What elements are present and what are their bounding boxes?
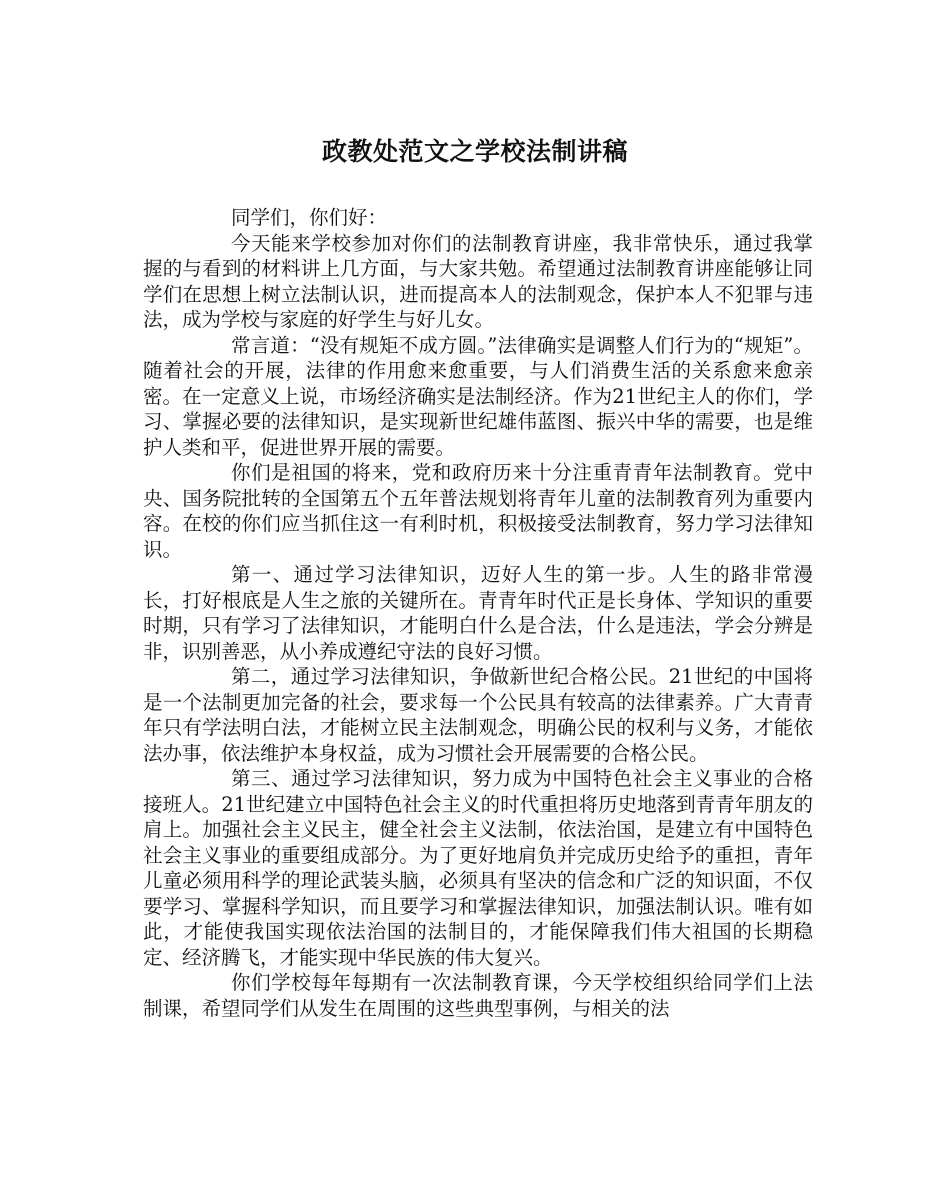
paragraph: 你们学校每年每期有一次法制教育课，今天学校组织给同学们上法制课，希望同学们从发生在周围的这些典型事例，与相关的法 — [143, 971, 813, 1020]
document-title: 政教处范文之学校法制讲稿 — [321, 137, 628, 166]
paragraph-greeting: 同学们，你们好： — [231, 206, 388, 229]
paragraph: 第一、通过学习法律知识，迈好人生的第一步。人生的路非常漫长，打好根底是人生之旅的关键所在。青青年时代正是长身体、学知识的重要时期，只有学习了法律知识，才能明白什么是合法，什么是违法，学会分辨是非，识别善恶，从小养成遵纪守法的良好习惯。 — [143, 563, 813, 663]
paragraph: 第三、通过学习法律知识，努力成为中国特色社会主义事业的合格接班人。21世纪建立中国特色社会主义的时代重担将历史地落到青青年朋友的肩上。加强社会主义民主，健全社会主义法制，依法治国，是建立有中国特色社会主义事业的重要组成部分。为了更好地肩负并完成历史给予的重担，青年儿童必须用科学的理论武装头脑，必须具有坚决的信念和广泛的知识面，不仅要学习、掌握科学知识，而且要学习和掌握法律知识，加强法制认识。唯有如此，才能使我国实现依法治国的法制目的，才能保障我们伟大祖国的长期稳定、经济腾飞，才能实现中华民族的伟大复兴。 — [143, 767, 813, 969]
paragraph: 常言道：“没有规矩不成方圆。”法律确实是调整人们行为的“规矩”。随着社会的开展，法律的作用愈来愈重要，与人们消费生活的关系愈来愈亲密。在一定意义上说，市场经济确实是法制经济。作为21世纪主人的你们，学习、掌握必要的法律知识，是实现新世纪雄伟蓝图、振兴中华的需要，也是维护人类和平，促进世界开展的需要。 — [143, 333, 813, 459]
document-body — [143, 205, 813, 1021]
paragraph: 第二，通过学习法律知识，争做新世纪合格公民。21世纪的中国将是一个法制更加完备的社会，要求每一个公民具有较高的法律素养。广大青青年只有学法明白法，才能树立民主法制观念，明确公民的权利与义务，才能依法办事，依法维护本身权益，成为习惯社会开展需要的合格公民。 — [143, 665, 813, 765]
paragraph: 今天能来学校参加对你们的法制教育讲座，我非常快乐，通过我掌握的与看到的材料讲上几方面，与大家共勉。希望通过法制教育讲座能够让同学们在思想上树立法制认识，进而提高本人的法制观念，保护本人不犯罪与违法，成为学校与家庭的好学生与好儿女。 — [143, 231, 813, 331]
paragraph: 你们是祖国的将来，党和政府历来十分注重青青年法制教育。党中央、国务院批转的全国第五个五年普法规划将青年儿童的法制教育列为重要内容。在校的你们应当抓住这一有利时机，积极接受法制教育，努力学习法律知识。 — [143, 461, 813, 561]
